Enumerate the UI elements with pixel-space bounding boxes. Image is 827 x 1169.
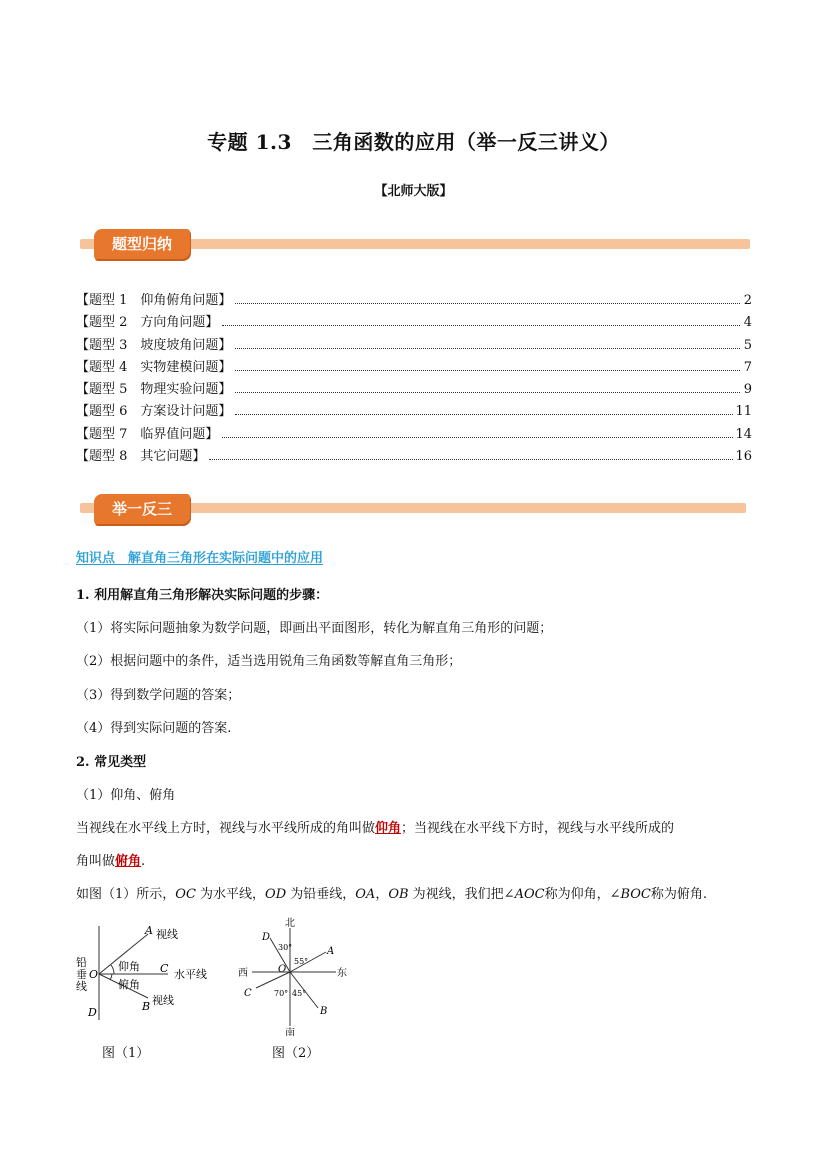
toc-item[interactable]: 【题型 4 实物建模问题】 7 (76, 359, 752, 375)
edition-label: 【北师大版】 (374, 184, 453, 199)
fig2-south: 南 (285, 1028, 295, 1036)
definition-line-1: 当视线在水平线上方时，视线与水平线所成的角叫做仰角；当视线在水平线下方时，视线与水平线所成的 (76, 821, 675, 836)
section-tag-topic-summary: 题型归纳 (94, 229, 190, 259)
toc-item[interactable]: 【题型 5 物理实验问题】 9 (76, 382, 752, 398)
fig2-angle-30: 30° (278, 943, 293, 952)
knowledge-point-heading: 知识点 解直角三角形在实际问题中的应用 (76, 551, 324, 566)
figure-1-caption: 图（1） (102, 1046, 150, 1061)
fig1-plumb-char: 垂 (76, 968, 87, 981)
fig1-plumb-char: 线 (76, 980, 87, 993)
fig1-label-d: D (88, 1006, 97, 1019)
keyword-elevation: 仰角 (375, 821, 402, 836)
step-item: （3）得到数学问题的答案； (76, 688, 241, 703)
fig1-label-b: B (142, 1000, 151, 1013)
toc-item[interactable]: 【题型 8 其它问题】 16 (76, 449, 752, 465)
fig2-label-a: A (327, 946, 335, 957)
fig1-sight-lower: 视线 (152, 994, 174, 1007)
toc-item[interactable]: 【题型 6 方案设计问题】 11 (76, 404, 752, 420)
fig2-north: 北 (285, 918, 295, 929)
table-of-contents (76, 289, 752, 467)
fig1-label-a: A (145, 924, 153, 937)
toc-item[interactable]: 【题型 2 方向角问题】 4 (76, 315, 752, 331)
fig1-horizontal-label: 水平线 (174, 968, 207, 981)
toc-item[interactable]: 【题型 7 临界值问题】 14 (76, 426, 752, 442)
keyword-depression: 俯角 (115, 854, 142, 869)
section-tag-examples: 举一反三 (94, 494, 190, 524)
fig2-angle-70: 70° (274, 989, 289, 998)
fig2-label-o: O (278, 964, 287, 975)
step-item: （4）得到实际问题的答案. (76, 721, 232, 736)
step-item: （1）将实际问题抽象为数学问题，即画出平面图形，转化为解直角三角形的问题； (76, 621, 553, 636)
fig2-west: 西 (238, 968, 248, 979)
fig1-elevation-label: 仰角 (118, 960, 140, 973)
type-elevation-depression: （1）仰角、俯角 (76, 788, 176, 803)
figure-explanation: 如图（1）所示，OC 为水平线，OD 为铅垂线，OA，OB 为视线，我们把∠AOC称为仰角，∠BOC称为俯角. (76, 887, 708, 902)
fig2-angle-55: 55° (294, 957, 309, 966)
toc-item[interactable]: 【题型 3 坡度坡角问题】 5 (76, 337, 752, 353)
page-title: 专题 1.3 三角函数的应用（举一反三讲义） (207, 130, 620, 154)
fig1-sight-upper: 视线 (156, 928, 178, 941)
steps-heading: 1. 利用解直角三角形解决实际问题的步骤： (76, 588, 329, 603)
figure-2-caption: 图（2） (272, 1046, 320, 1061)
step-item: （2）根据问题中的条件，适当选用锐角三角函数等解直角三角形； (76, 654, 462, 669)
fig1-plumb-char: 铅 (76, 956, 87, 969)
fig2-angle-45: 45° (292, 989, 307, 998)
figure-1-elevation-depression (68, 918, 228, 1028)
definition-line-2: 角叫做俯角. (76, 854, 146, 869)
fig1-depression-label: 俯角 (118, 978, 140, 991)
fig1-label-o: O (89, 968, 99, 981)
fig2-label-b: B (320, 1006, 328, 1017)
figure-2-direction-angles (232, 914, 362, 1036)
fig1-label-c: C (160, 962, 169, 975)
fig2-label-c: C (244, 988, 252, 999)
fig2-east: 东 (337, 968, 347, 979)
toc-item[interactable]: 【题型 1 仰角俯角问题】 2 (76, 293, 752, 308)
types-heading: 2. 常见类型 (76, 755, 147, 770)
fig2-label-d: D (262, 932, 271, 943)
